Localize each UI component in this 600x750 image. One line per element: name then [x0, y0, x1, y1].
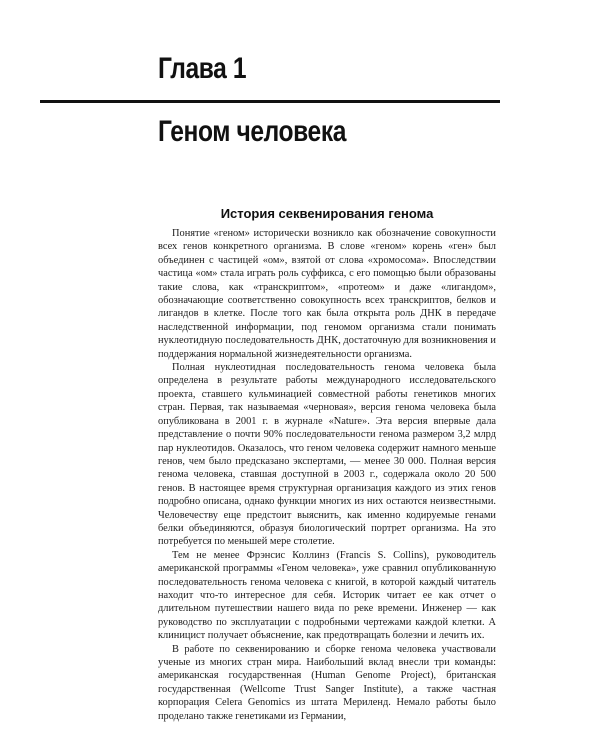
paragraph: Полная нуклеотидная последовательность генома человека была определена в результате работы международного исследовательского проекта, ставшего кульминацией совместной работы генетиков многих стран. Первая, так называемая «черновая», версия генома человека была опубликована в 2001 г. в журнале «Nature». Эта версия впервые дала представление о почти 90% последовательности генома размером 3,2 млрд пар нуклеотидов. Оказалось, что геном человека содержит намного меньше генов, чем было предсказано экспертами, — менее 30 000. Полная версия генома человека, ставшая доступной в 2003 г., содержала около 20 500 генов. В настоящее время структурная организация каждого из этих генов подробно описана, однако функции многих из них остаются неизвестными. Человечеству еще предстоит выяснить, как именно кодируемые генами белки объединяются, образуя биологический портрет организма. На это потребуется по меньшей мере столетие.	[158, 362, 496, 548]
chapter-divider	[40, 100, 500, 103]
paragraph: В работе по секвенированию и сборке генома человека участвовали ученые из многих стран мира. Наибольший вклад внесли три команды: американская государственная (Human Genome Project), британская государственная (Wellcome Trust Sanger Institute), а также частная корпорация Celera Genomics из штата Мериленд. Немало работы было проделано также генетиками из Германии,	[158, 643, 496, 722]
section-heading: История секвенирования генома	[220, 206, 434, 221]
chapter-title: Геном человека	[158, 115, 346, 148]
chapter-label: Глава 1	[158, 52, 247, 85]
body-text	[158, 227, 496, 723]
paragraph: Понятие «геном» исторически возникло как обозначение совокупности всех генов конкретного организма. В слове «геном» корень «ген» был объединен с частицей «ом», взятой от слова «хромосома». Впоследствии частица «ом» стала играть роль суффикса, с его помощью были образованы такие слова, как «транскриптом», «протеом» и даже «лигандом», обозначающие соответственно совокупность всех транскриптов, белков и лигандов в клетке. После того как была открыта роль ДНК в передаче наследственной информации, под геномом организма стали понимать нуклеотидную последовательность ДНК, достаточную для возникновения и поддержания нормальной жизнедеятельности организма.	[158, 228, 496, 360]
paragraph: Тем не менее Фрэнсис Коллинз (Francis S. Collins), руководитель американской программы «Геном человека», уже сравнил опубликованную последовательность генома человека с книгой, в которой каждый читатель находит что-то интересное для себя. Историк читает ее как отчет о длительном путешествии нашего вида по реке времени. Инженер — как руководство по эксплуатации с подробными чертежами каждой клетки. А клиницист получает объяснение, как предотвращать болезни и лечить их.	[158, 549, 496, 642]
